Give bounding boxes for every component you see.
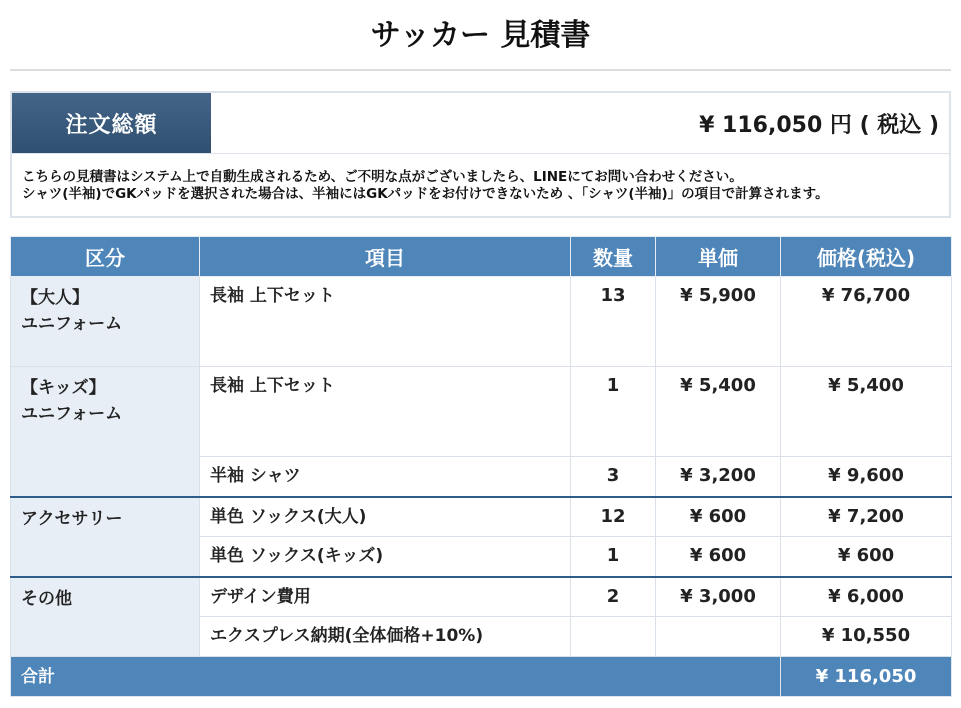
column-header-unit-price: 単価 (656, 237, 781, 277)
item-name: 半袖 シャツ (200, 457, 571, 497)
item-name: 長袖 上下セット (200, 367, 571, 457)
item-unit-price: ¥ 5,900 (656, 277, 781, 367)
item-name: 単色 ソックス(大人) (200, 497, 571, 537)
category-cell (11, 577, 200, 657)
item-price: ¥ 7,200 (781, 497, 952, 537)
table-row (11, 497, 952, 537)
item-price: ¥ 9,600 (781, 457, 952, 497)
title-divider (10, 69, 951, 71)
total-row (11, 657, 952, 697)
note-line: シャツ(半袖)でGKパッドを選択された場合は、半袖にはGKパッドをお付けできないため 、「シャツ(半袖)」の項目で計算されます。 (22, 186, 829, 202)
item-unit-price: ¥ 3,000 (656, 577, 781, 617)
page-title: サッカー 見積書 (370, 18, 591, 53)
item-quantity (571, 617, 656, 657)
item-price: ¥ 76,700 (781, 277, 952, 367)
category-label: ユニフォーム (21, 404, 123, 424)
category-label: ユニフォーム (21, 314, 123, 334)
item-name: エクスプレス納期(全体価格+10%) (200, 617, 571, 657)
category-cell (11, 277, 200, 367)
item-price: ¥ 5,400 (781, 367, 952, 457)
item-quantity: 1 (571, 537, 656, 577)
category-label: 【キッズ】 (21, 378, 106, 398)
item-quantity: 1 (571, 367, 656, 457)
column-header-category: 区分 (11, 237, 200, 277)
total-label: 合計 (11, 657, 781, 697)
category-cell (11, 497, 200, 577)
order-total-box (10, 91, 951, 218)
table-header-row (11, 237, 952, 277)
column-header-quantity: 数量 (571, 237, 656, 277)
order-total-label: 注文総額 (12, 93, 211, 153)
category-cell (11, 367, 200, 497)
item-price: ¥ 10,550 (781, 617, 952, 657)
item-price: ¥ 6,000 (781, 577, 952, 617)
table-row (11, 277, 952, 367)
category-label: アクセサリー (21, 508, 123, 529)
item-name: 長袖 上下セット (200, 277, 571, 367)
item-quantity: 12 (571, 497, 656, 537)
item-quantity: 3 (571, 457, 656, 497)
item-unit-price: ¥ 600 (656, 497, 781, 537)
total-price: ¥ 116,050 (781, 657, 952, 697)
table-row (11, 577, 952, 617)
column-header-price: 価格(税込) (781, 237, 952, 277)
item-unit-price: ¥ 3,200 (656, 457, 781, 497)
item-unit-price: ¥ 600 (656, 537, 781, 577)
order-total-amount: ¥ 116,050 円 ( 税込 ) (699, 112, 939, 138)
category-label: その他 (21, 588, 72, 609)
item-quantity: 13 (571, 277, 656, 367)
item-unit-price (656, 617, 781, 657)
estimate-notes (12, 154, 949, 203)
item-quantity: 2 (571, 577, 656, 617)
note-line: こちらの見積書はシステム上で自動生成されるため、ご不明な点がございましたら、LINEにてお問い合わせください。 (22, 169, 743, 185)
quote-table (10, 236, 952, 697)
item-name: 単色 ソックス(キッズ) (200, 537, 571, 577)
item-price: ¥ 600 (781, 537, 952, 577)
table-row (11, 367, 952, 457)
category-label: 【大人】 (21, 288, 89, 308)
order-total-row (12, 93, 949, 154)
column-header-item: 項目 (200, 237, 571, 277)
item-unit-price: ¥ 5,400 (656, 367, 781, 457)
item-name: デザイン費用 (200, 577, 571, 617)
